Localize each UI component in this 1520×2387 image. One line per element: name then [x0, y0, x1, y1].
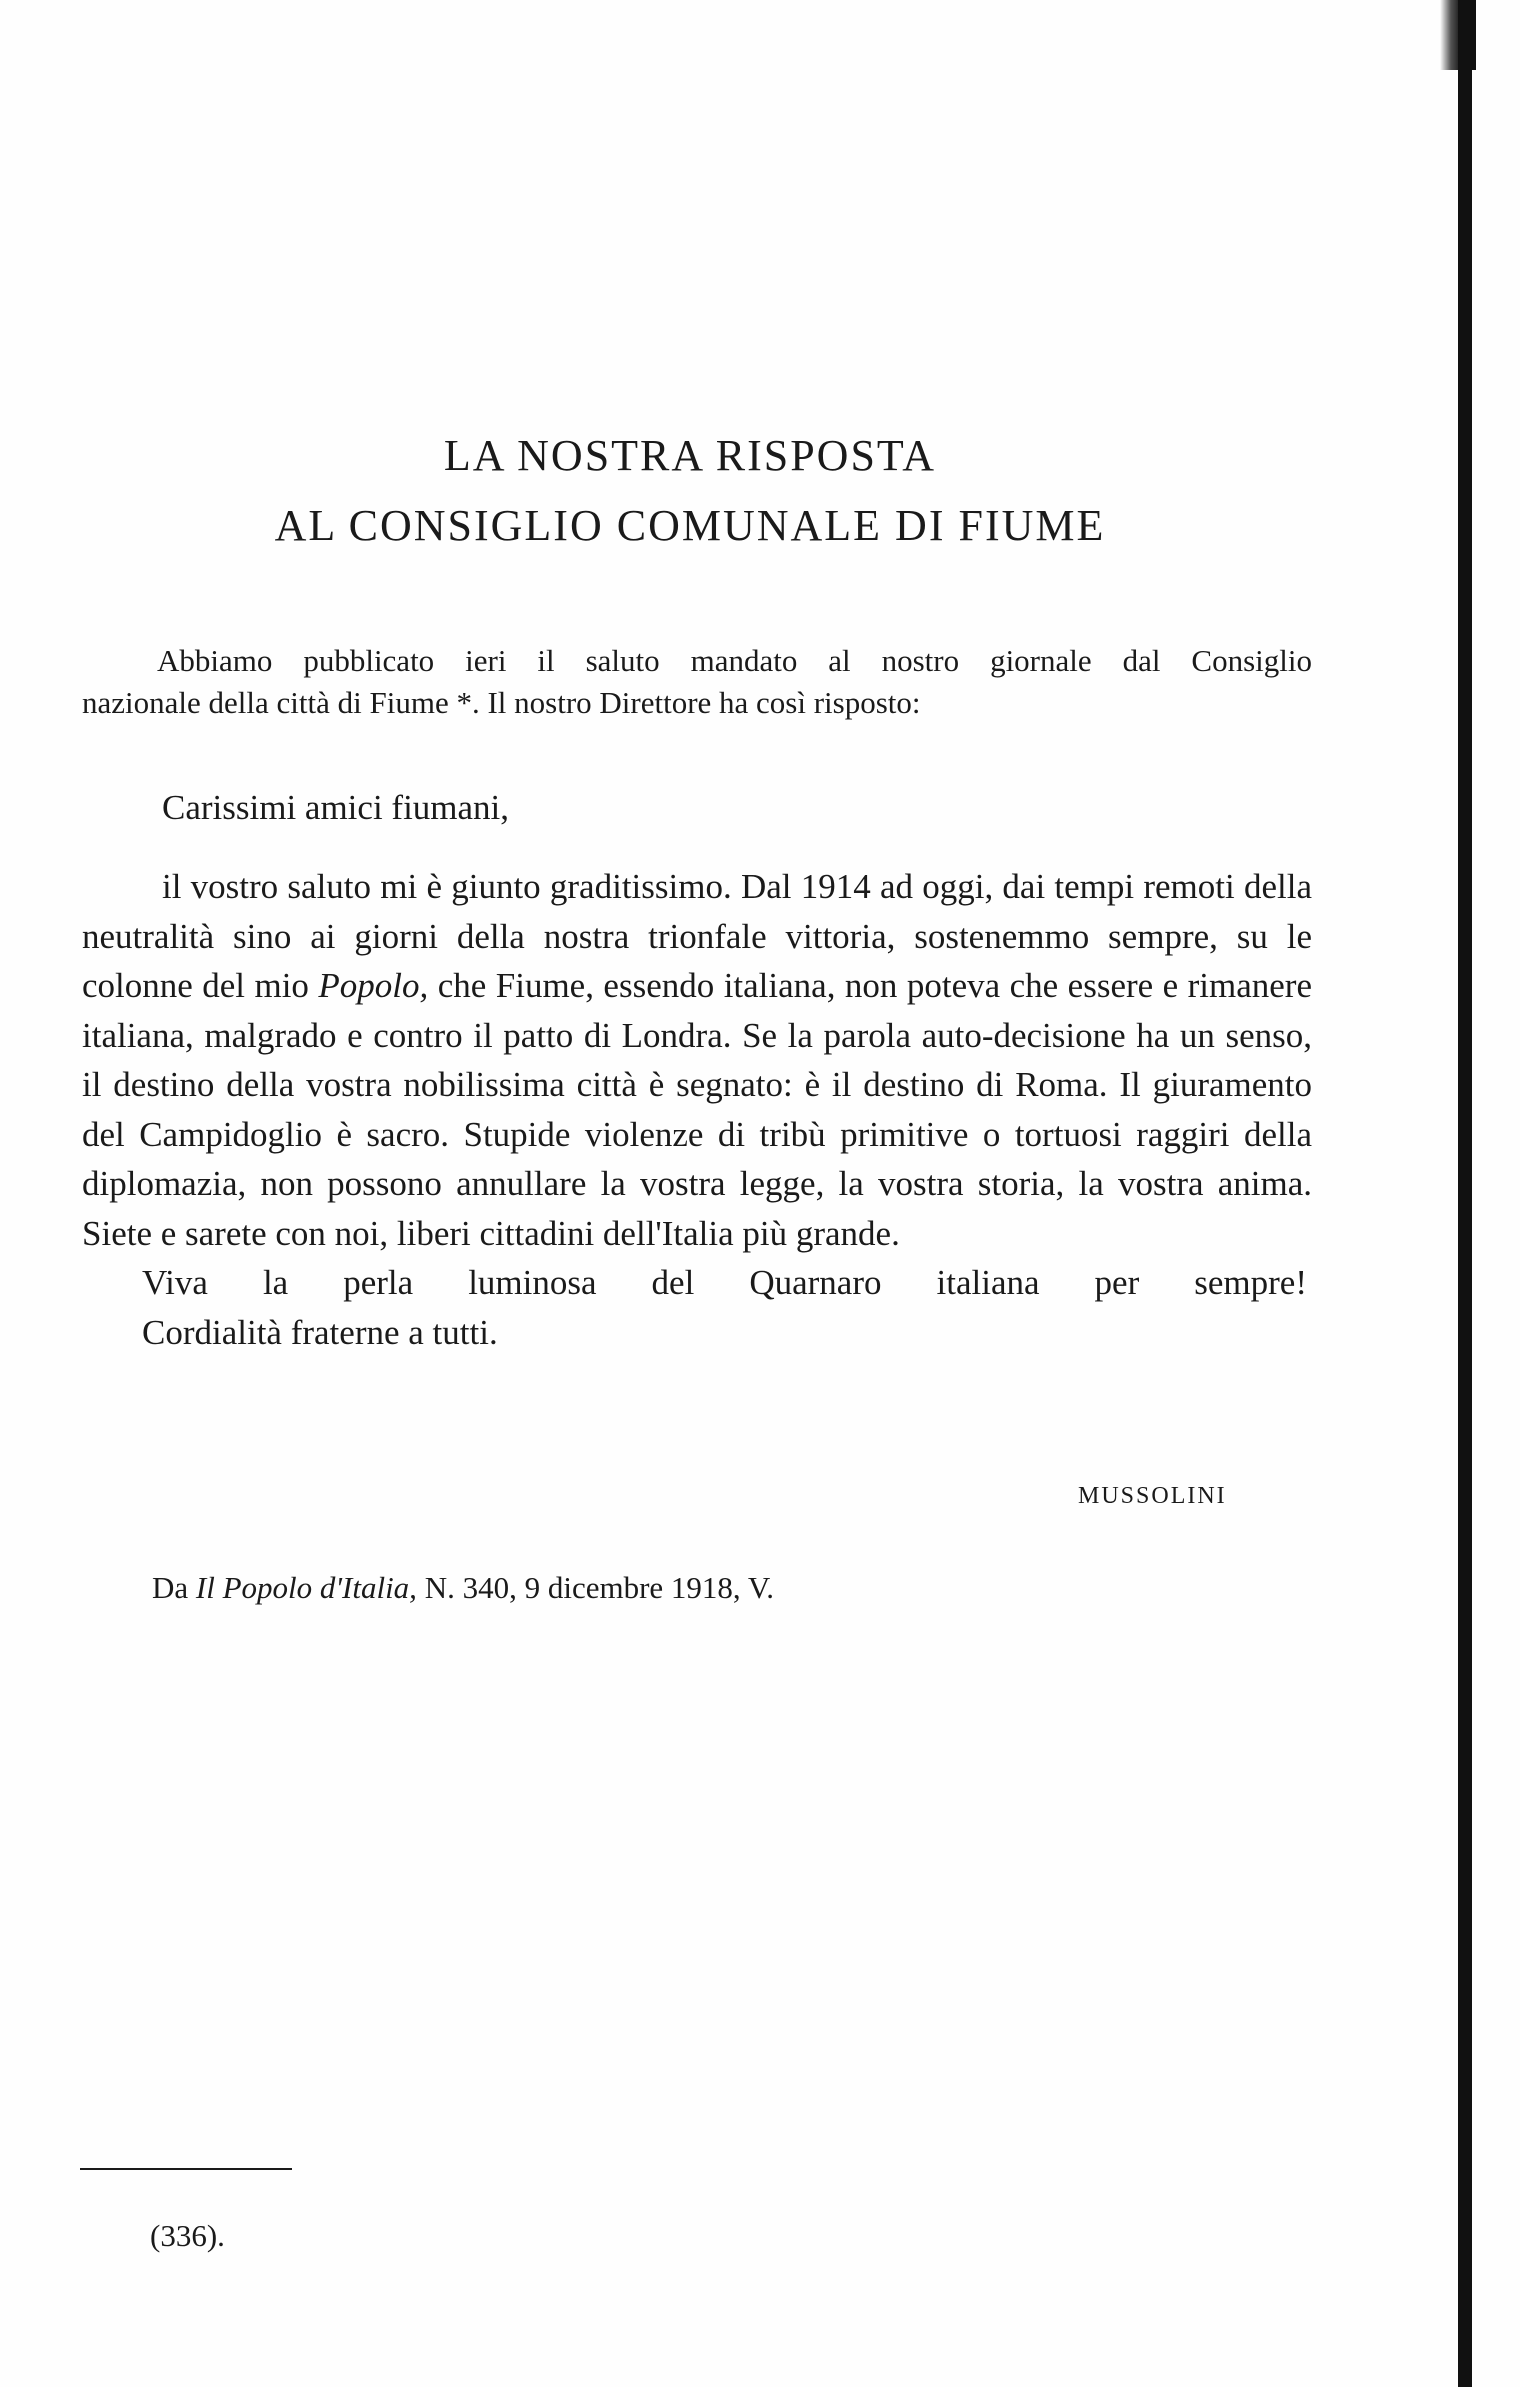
title-line-2: AL CONSIGLIO COMUNALE DI FIUME [274, 501, 1106, 550]
intro-line-1: Abbiamo pubblicato ieri il saluto mandato al nostro giornale dal Consiglio [157, 643, 1312, 678]
binding-edge [1458, 0, 1472, 2387]
source-publication: Il Popolo d'Italia, [195, 1570, 417, 1605]
source-citation [152, 1570, 774, 1606]
letter-paragraph [82, 862, 1312, 1258]
letter-text-part-1: il vostro saluto mi è giunto graditissimo. Dal 1914 ad oggi, dai tempi remoti della neutralità sino ai giorni della nostra trionfale vittoria, sostenemmo sempre, su le colonne del mio [82, 867, 1312, 1005]
source-prefix: Da [152, 1570, 196, 1605]
source-details: N. 340, 9 dicembre 1918, V. [416, 1570, 774, 1605]
letter-viva-line: Viva la perla luminosa del Quarnaro italiana per sempre! [142, 1263, 1307, 1302]
letter-text-part-2: che Fiume, essendo italiana, non poteva che essere e rimanere italiana, malgrado e contro il patto di Londra. Se la parola auto-decisione ha un senso, il destino della vostra nobilissima città è segnato: è il destino di Roma. Il giuramento del Campidoglio è sacro. Stupide violenze di tribù primitive o tortuosi raggiri della diplomazia, non possono annullare la vostra legge, la vostra storia, la vostra anima. Siete e sarete con noi, liberi cittadini dell'Italia più grande. [82, 966, 1312, 1253]
signature: MUSSOLINI [1078, 1483, 1227, 1509]
title-line-1: LA NOSTRA RISPOSTA [443, 431, 937, 480]
letter-closing: Cordialità fraterne a tutti. [142, 1312, 498, 1352]
intro-paragraph [82, 640, 1312, 724]
letter-salutation: Carissimi amici fiumani, [162, 788, 510, 827]
newspaper-name: Popolo, [318, 966, 429, 1005]
footnote-rule [80, 2168, 292, 2170]
letter-body [82, 862, 1312, 1357]
page-number: (336). [150, 2218, 225, 2253]
intro-line-2: nazionale della città di Fiume *. Il nostro Direttore ha così risposto: [82, 685, 921, 720]
